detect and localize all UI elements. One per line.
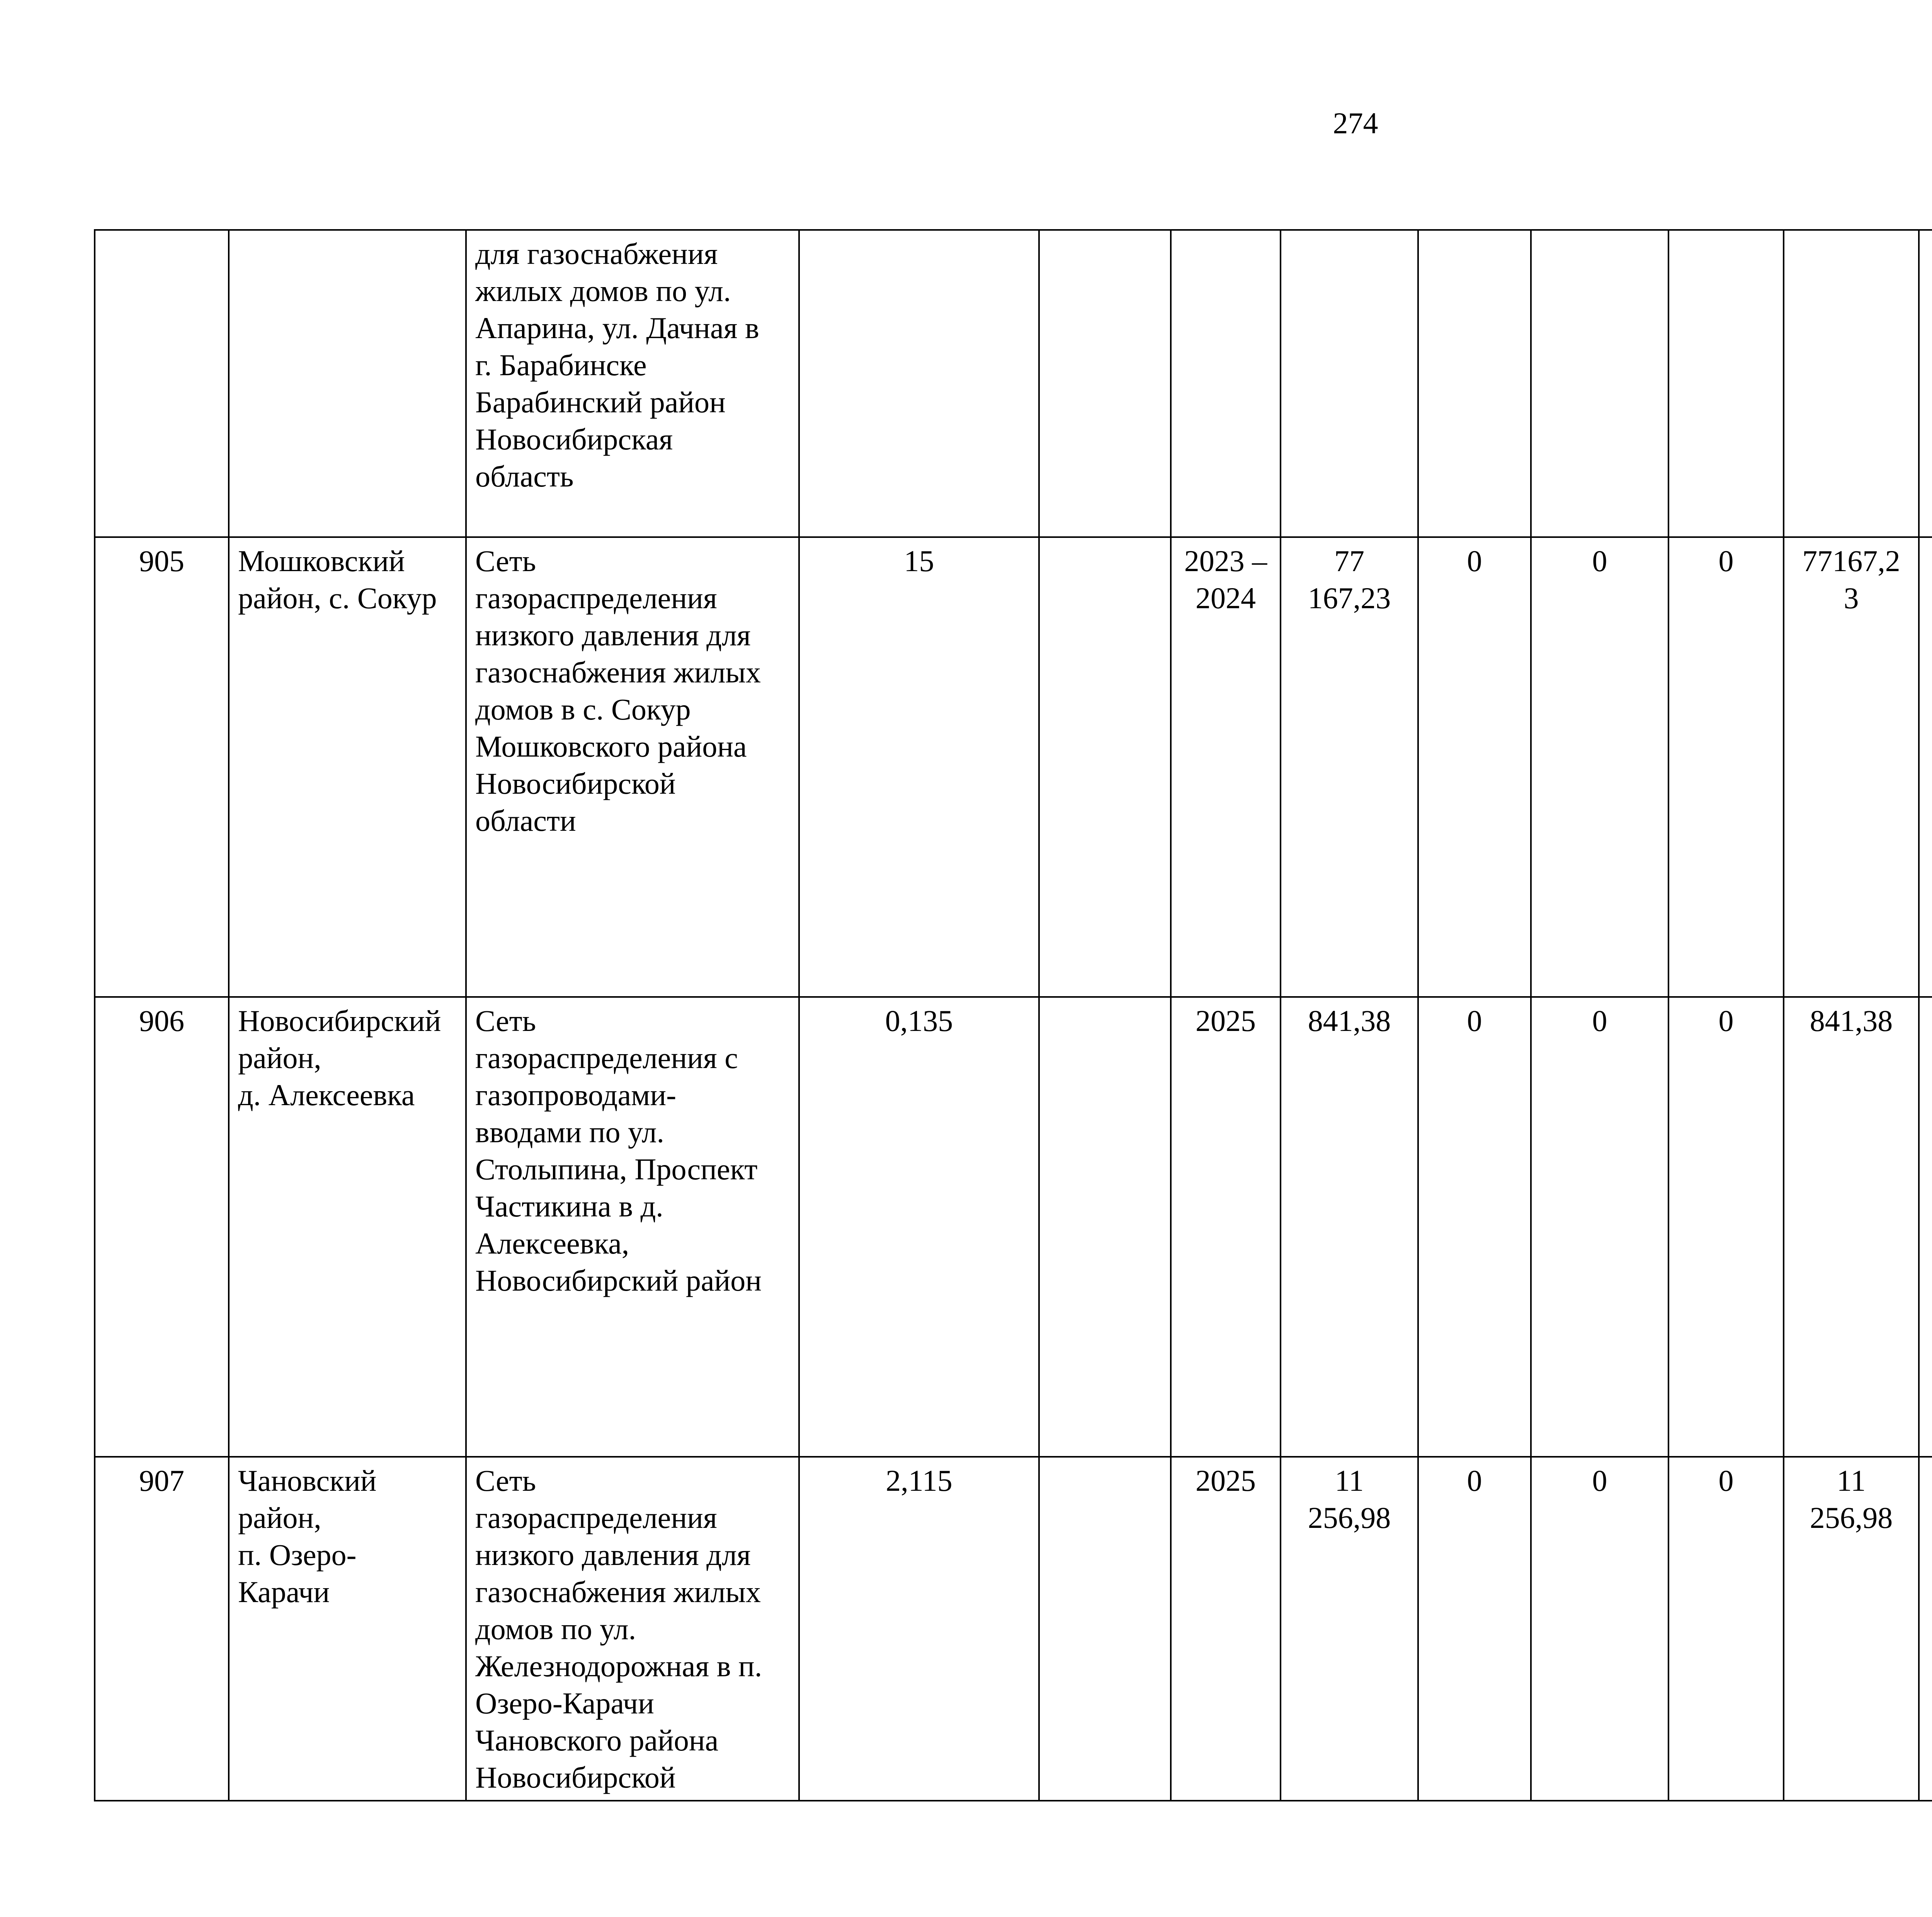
cell-district [229,1457,466,1801]
cell-text-line: Новосибирский [238,1004,441,1038]
cell-number [95,1457,229,1801]
cell-text-line: газораспределения [475,1501,717,1534]
cell-local-budget [1668,537,1784,997]
cell-district [229,537,466,997]
cell-text-line: 15 [904,544,934,578]
cell-text-line: 167,23 [1308,581,1391,615]
cell-text-line: район, [238,1041,321,1075]
cell-number [95,997,229,1457]
cell-regional-budget [1531,1457,1668,1801]
cell-text-line: 11 [1335,1464,1364,1497]
cell-other-sources [1784,1457,1919,1801]
cell-text-line [1928,543,1932,580]
cell-text-line: 3 [1844,581,1859,615]
cell-total-cost [1281,537,1418,997]
cell-federal-budget [1418,1457,1531,1801]
cell-number [95,537,229,997]
cell-length [799,1457,1039,1801]
cell-empty [1039,537,1171,997]
cell-object [466,1457,799,1801]
table-row [95,537,1932,997]
cell-text-line: 0 [1718,1464,1734,1497]
cell-text-line: газоснабжения жилых [475,655,761,689]
cell-period [1171,537,1281,997]
cell-period [1171,997,1281,1457]
cell-text-line: Столыпина, Проспект [475,1152,758,1186]
cell-text-line: Карачи [238,1575,330,1609]
cell-object [466,537,799,997]
cell-text-line: 2025 [1196,1464,1256,1497]
cell-executor [1919,997,1932,1457]
cell-other-sources [1784,230,1919,537]
table-row [95,1457,1932,1801]
cell-text-line: Новосибирской [475,767,676,800]
cell-text-line: Новосибирской [475,1761,676,1794]
cell-executor [1919,1457,1932,1801]
cell-text-line: 0 [1592,1464,1607,1497]
cell-text-line: Чановский [238,1464,377,1497]
cell-text-line: 2,115 [886,1464,952,1497]
cell-text-line: Мошковский [238,544,405,578]
cell-text-line: 2023 – [1184,544,1267,578]
cell-text-line: 905 [139,544,184,578]
cell-text-line [1928,1114,1932,1151]
cell-period [1171,1457,1281,1801]
cell-text-line: 0 [1467,1004,1482,1038]
cell-text-line: 0 [1718,544,1734,578]
cell-text-line: газопроводами- [475,1078,677,1112]
cell-text-line: 0 [1718,1004,1734,1038]
cell-text-line: п. Озеро- [238,1538,357,1572]
cell-text-line: Алексеевка, [475,1226,629,1260]
cell-text-line [1928,654,1932,691]
cell-empty [1039,230,1171,537]
cell-text-line [1928,1573,1932,1611]
cell-text-line: д. Алексеевка [238,1078,415,1112]
cell-text-line: Озеро-Карачи [475,1686,654,1720]
cell-object [466,997,799,1457]
cell-federal-budget [1418,537,1531,997]
cell-text-line: 0 [1467,1464,1482,1497]
gasification-table [94,229,1932,1801]
cell-federal-budget [1418,997,1531,1457]
cell-text-line: 907 [139,1464,184,1497]
cell-district [229,997,466,1457]
cell-text-line: 0 [1467,544,1482,578]
cell-text-line [1928,1039,1932,1077]
cell-district [229,230,466,537]
cell-text-line [1928,1077,1932,1114]
cell-text-line: газораспределения с [475,1041,738,1075]
cell-text-line: Чановского района [475,1723,719,1757]
cell-text-line: домов в с. Сокур [475,692,691,726]
cell-federal-budget [1418,230,1531,537]
cell-text-line [1928,1499,1932,1536]
cell-regional-budget [1531,230,1668,537]
cell-text-line: 0 [1592,544,1607,578]
cell-text-line: Сеть [475,1004,536,1038]
cell-text-line [1928,617,1932,654]
cell-text-line: 906 [139,1004,184,1038]
cell-text-line [1928,1002,1932,1039]
cell-local-budget [1668,997,1784,1457]
cell-empty [1039,1457,1171,1801]
cell-text-line: домов по ул. [475,1612,636,1646]
cell-text-line [1928,580,1932,617]
cell-number [95,230,229,537]
cell-other-sources [1784,537,1919,997]
cell-text-line: район, с. Сокур [238,581,437,615]
page-number: 274 [1333,106,1378,140]
table-row [95,997,1932,1457]
cell-text-line: 841,38 [1810,1004,1893,1038]
cell-text-line: области [475,804,576,837]
table-body [95,230,1932,1801]
cell-text-line: Новосибирская [475,422,673,456]
cell-text-line: г. Барабинске [475,348,647,382]
cell-length [799,230,1039,537]
cell-local-budget [1668,1457,1784,1801]
cell-text-line: Частикина в д. [475,1189,663,1223]
cell-text-line: Апарина, ул. Дачная в [475,311,759,345]
cell-text-line [1928,235,1932,272]
cell-text-line: 256,98 [1810,1501,1893,1534]
cell-length [799,537,1039,997]
cell-text-line: Сеть [475,1464,536,1497]
cell-text-line: газоснабжения жилых [475,1575,761,1609]
cell-text-line: Железнодорожная в п. [475,1649,762,1683]
cell-text-line: 0 [1592,1004,1607,1038]
cell-text-line: 11 [1837,1464,1866,1497]
cell-text-line: район, [238,1501,321,1534]
cell-total-cost [1281,1457,1418,1801]
cell-text-line: вводами по ул. [475,1115,665,1149]
cell-executor [1919,537,1932,997]
cell-text-line: Новосибирский район [475,1264,762,1297]
cell-text-line: для газоснабжения [475,237,718,270]
cell-text-line: низкого давления для [475,618,751,652]
cell-text-line: область [475,459,574,493]
cell-period [1171,230,1281,537]
cell-text-line: 77 [1334,544,1364,578]
cell-other-sources [1784,997,1919,1457]
cell-text-line: Барабинский район [475,385,726,419]
cell-text-line: 2024 [1196,581,1256,615]
cell-text-line: 0,135 [885,1004,953,1038]
cell-regional-budget [1531,997,1668,1457]
cell-text-line: жилых домов по ул. [475,274,731,308]
cell-text-line [1928,1462,1932,1499]
cell-text-line: 77167,2 [1802,544,1900,578]
cell-text-line: низкого давления для [475,1538,751,1572]
cell-text-line: 841,38 [1308,1004,1391,1038]
table-row [95,230,1932,537]
cell-total-cost [1281,997,1418,1457]
cell-local-budget [1668,230,1784,537]
cell-text-line: 2025 [1196,1004,1256,1038]
cell-length [799,997,1039,1457]
cell-object [466,230,799,537]
cell-text-line: 256,98 [1308,1501,1391,1534]
cell-text-line: газораспределения [475,581,717,615]
cell-text-line: Мошковского района [475,730,747,763]
cell-total-cost [1281,230,1418,537]
cell-regional-budget [1531,537,1668,997]
cell-executor [1919,230,1932,537]
cell-empty [1039,997,1171,1457]
cell-text-line: Сеть [475,544,536,578]
cell-text-line [1928,1536,1932,1573]
